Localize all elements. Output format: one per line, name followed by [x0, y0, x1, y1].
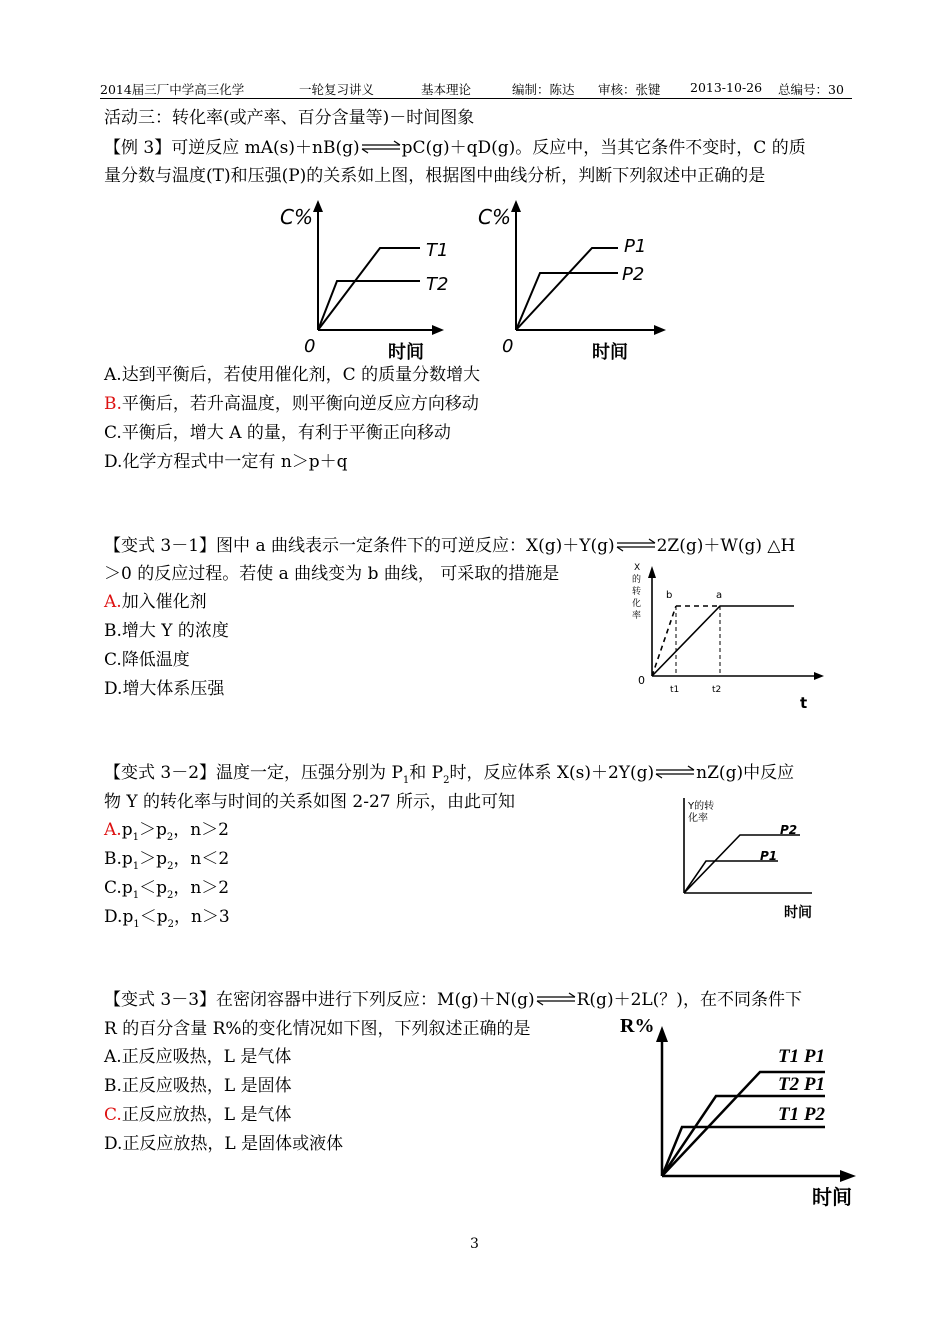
subscript: 1	[132, 861, 140, 872]
variant1-line1-part1: 【变式 3－1】图中 a 曲线表示一定条件下的可逆反应：X(g)＋Y(g)	[104, 536, 615, 556]
comparison: ＜	[139, 878, 157, 898]
var-p: p	[121, 820, 133, 840]
subscript: 2	[443, 775, 450, 786]
example3-line1-part2: pC(g)＋qD(g)。反应中，当其它条件不变时，C 的质	[401, 138, 806, 158]
variant2-line1-mid: 和 P	[409, 763, 444, 783]
fig1-curve-upper: T1	[426, 240, 449, 261]
variant1-line1	[104, 536, 795, 556]
option-text: 降低温度	[121, 650, 190, 670]
fig1-ylabel: C%	[280, 205, 313, 229]
comparison: ＞	[139, 849, 157, 869]
option-letter: A.	[104, 1047, 122, 1067]
var-p: p	[155, 820, 167, 840]
comparison: ＜	[139, 907, 157, 927]
option-tail: ，n＞2	[173, 878, 230, 898]
header-topic: 基本理论	[421, 82, 472, 97]
option-letter: D.	[104, 907, 123, 927]
variant1-ylabel-char: X	[634, 563, 641, 573]
subscript: 1	[132, 890, 140, 901]
variant3-line1-part1: 【变式 3－3】在密闭容器中进行下列反应：M(g)＋N(g)	[104, 990, 535, 1010]
variant2-line2: 物 Y 的转化率与时间的关系如图 2-27 所示，由此可知	[104, 792, 516, 812]
variant1-curve-b: b	[666, 590, 673, 601]
option-letter-answer: A.	[104, 592, 122, 612]
fig2-ylabel: C%	[478, 205, 511, 229]
variant3-curve-3: T1 P2	[778, 1104, 825, 1125]
fig2-xlabel: 时间	[592, 342, 628, 363]
variant1-option-d	[104, 679, 224, 699]
reversible-arrow-icon	[654, 765, 696, 779]
variant3-line1	[104, 990, 802, 1010]
subscript: 2	[167, 861, 174, 872]
subscript: 1	[132, 832, 139, 843]
page-number: 3	[470, 1236, 479, 1252]
option-letter-answer: A.	[104, 820, 122, 840]
fig1-xlabel: 时间	[388, 342, 424, 363]
option-letter: C.	[104, 423, 122, 443]
option-text: 正反应放热，L 是气体	[121, 1105, 292, 1125]
example3-option-d	[104, 452, 348, 472]
variant3-option-a	[104, 1047, 291, 1067]
subscript: 2	[167, 919, 174, 930]
variant2-line1-part3: nZ(g)中反应	[696, 763, 795, 783]
option-letter: C.	[104, 878, 122, 898]
example3-option-a	[104, 365, 480, 385]
variant1-option-b	[104, 621, 229, 641]
header-rule	[100, 98, 852, 99]
example3-figure-temperature	[270, 196, 450, 366]
variant2-curve-upper: P2	[780, 823, 798, 837]
variant3-curve-1: T1 P1	[778, 1046, 825, 1067]
variant2-line1-part1: 【变式 3－2】温度一定，压强分别为 P	[104, 763, 403, 783]
var-p: p	[156, 878, 167, 898]
option-text: 平衡后，若升高温度，则平衡向逆反应方向移动	[121, 394, 479, 414]
option-text: 达到平衡后，若使用催化剂，C 的质量分数增大	[121, 365, 481, 385]
example3-option-c	[104, 423, 451, 443]
option-letter: C.	[104, 650, 122, 670]
variant2-line1-part2: 时，反应体系 X(s)＋2Y(g)	[449, 763, 655, 783]
header-reviewer: 审核：张键	[598, 82, 661, 97]
variant3-option-d	[104, 1134, 343, 1154]
option-tail: ，n＞2	[173, 820, 229, 840]
fig1-curve-lower: T2	[426, 274, 449, 295]
variant3-line1-part2: R(g)＋2L(？)，在不同条件下	[576, 990, 802, 1010]
reversible-arrow-icon	[615, 538, 657, 552]
variant1-figure	[624, 562, 824, 712]
header-series: 一轮复习讲义	[299, 82, 375, 97]
example3-line1-part1: 【例 3】可逆反应 mA(s)＋nB(g)	[104, 138, 360, 158]
variant1-ylabel-char: 转	[632, 587, 642, 597]
variant1-xlabel: t	[800, 694, 808, 712]
variant1-tick-t2: t2	[712, 685, 722, 695]
variant3-option-c	[104, 1105, 292, 1125]
variant1-curve-a: a	[716, 590, 723, 601]
header-date: 2013-10-26	[690, 80, 763, 95]
variant1-line2: ＞0 的反应过程。若使 a 曲线变为 b 曲线， 可采取的措施是	[104, 564, 560, 584]
option-text: 正反应吸热，L 是气体	[121, 1047, 292, 1067]
option-text: 增大体系压强	[122, 679, 225, 699]
variant3-line2: R 的百分含量 R%的变化情况如下图，下列叙述正确的是	[104, 1019, 531, 1039]
var-p: p	[121, 878, 133, 898]
variant2-option-c	[104, 878, 229, 906]
example3-figure-pressure	[468, 196, 668, 366]
comparison: ＞	[138, 820, 156, 840]
fig2-curve-upper: P1	[624, 236, 647, 257]
fig1-origin: 0	[304, 336, 316, 357]
header-school: 2014届三厂中学高三化学	[100, 82, 245, 97]
subscript: 2	[166, 890, 174, 901]
option-letter: D.	[104, 452, 123, 472]
header-editor: 编制：陈达	[512, 82, 575, 97]
variant3-curve-2: T2 P1	[778, 1074, 825, 1095]
subscript: 2	[166, 832, 174, 843]
example3-line2: 量分数与温度(T)和压强(P)的关系如上图，根据图中曲线分析，判断下列叙述中正确的是	[104, 166, 766, 186]
variant2-curve-lower: P1	[760, 849, 778, 863]
fig2-curve-lower: P2	[622, 264, 645, 285]
variant2-ylabel: 化率	[688, 813, 708, 824]
option-letter: B.	[104, 849, 122, 869]
variant2-option-b	[104, 849, 229, 877]
option-text: 加入催化剂	[121, 592, 207, 612]
variant1-option-c	[104, 650, 190, 670]
variant2-xlabel: 时间	[784, 905, 812, 921]
fig2-origin: 0	[502, 336, 514, 357]
reversible-arrow-icon	[360, 140, 402, 154]
reversible-arrow-icon	[535, 992, 577, 1006]
variant1-line1-part2: 2Z(g)＋W(g) △H	[656, 536, 796, 556]
variant1-ylabel-char: 率	[632, 611, 642, 621]
option-letter-answer: B.	[104, 394, 122, 414]
subscript: 1	[402, 775, 410, 786]
option-letter: B.	[104, 1076, 122, 1096]
variant3-ylabel: R%	[620, 1015, 655, 1037]
option-text: 正反应放热，L 是固体或液体	[122, 1134, 344, 1154]
header-number: 总编号：30	[778, 82, 844, 97]
variant1-ylabel-char: 的	[632, 575, 642, 585]
option-text: 平衡后，增大 A 的量，有利于平衡正向移动	[121, 423, 451, 443]
var-p: p	[121, 849, 133, 869]
var-p: p	[122, 907, 134, 927]
option-letter-answer: C.	[104, 1105, 122, 1125]
variant1-ylabel-char: 化	[632, 599, 642, 609]
option-letter: D.	[104, 1134, 123, 1154]
variant1-option-a	[104, 592, 207, 612]
option-text: 增大 Y 的浓度	[121, 621, 229, 641]
var-p: p	[156, 849, 168, 869]
option-letter: A.	[104, 365, 122, 385]
variant2-line1	[104, 763, 794, 791]
variant3-xlabel: 时间	[812, 1185, 852, 1209]
option-tail: ，n＜2	[173, 849, 230, 869]
variant1-origin: 0	[638, 674, 645, 687]
option-letter: B.	[104, 621, 122, 641]
variant2-figure	[668, 790, 828, 925]
variant3-figure	[620, 1010, 865, 1215]
option-text: 化学方程式中一定有 n＞p＋q	[122, 452, 348, 472]
variant2-ylabel: Y的转	[688, 801, 715, 812]
variant2-option-d	[104, 907, 230, 935]
example3-option-b	[104, 394, 479, 414]
example3-line1	[104, 138, 806, 158]
option-tail: ，n＞3	[173, 907, 230, 927]
variant2-option-a	[104, 820, 229, 848]
option-text: 正反应吸热，L 是固体	[121, 1076, 292, 1096]
option-letter: D.	[104, 679, 123, 699]
var-p: p	[156, 907, 168, 927]
subscript: 1	[133, 919, 140, 930]
variant3-option-b	[104, 1076, 292, 1096]
activity-title: 活动三：转化率(或产率、百分含量等)－时间图象	[104, 108, 475, 128]
variant1-tick-t1: t1	[670, 685, 680, 695]
